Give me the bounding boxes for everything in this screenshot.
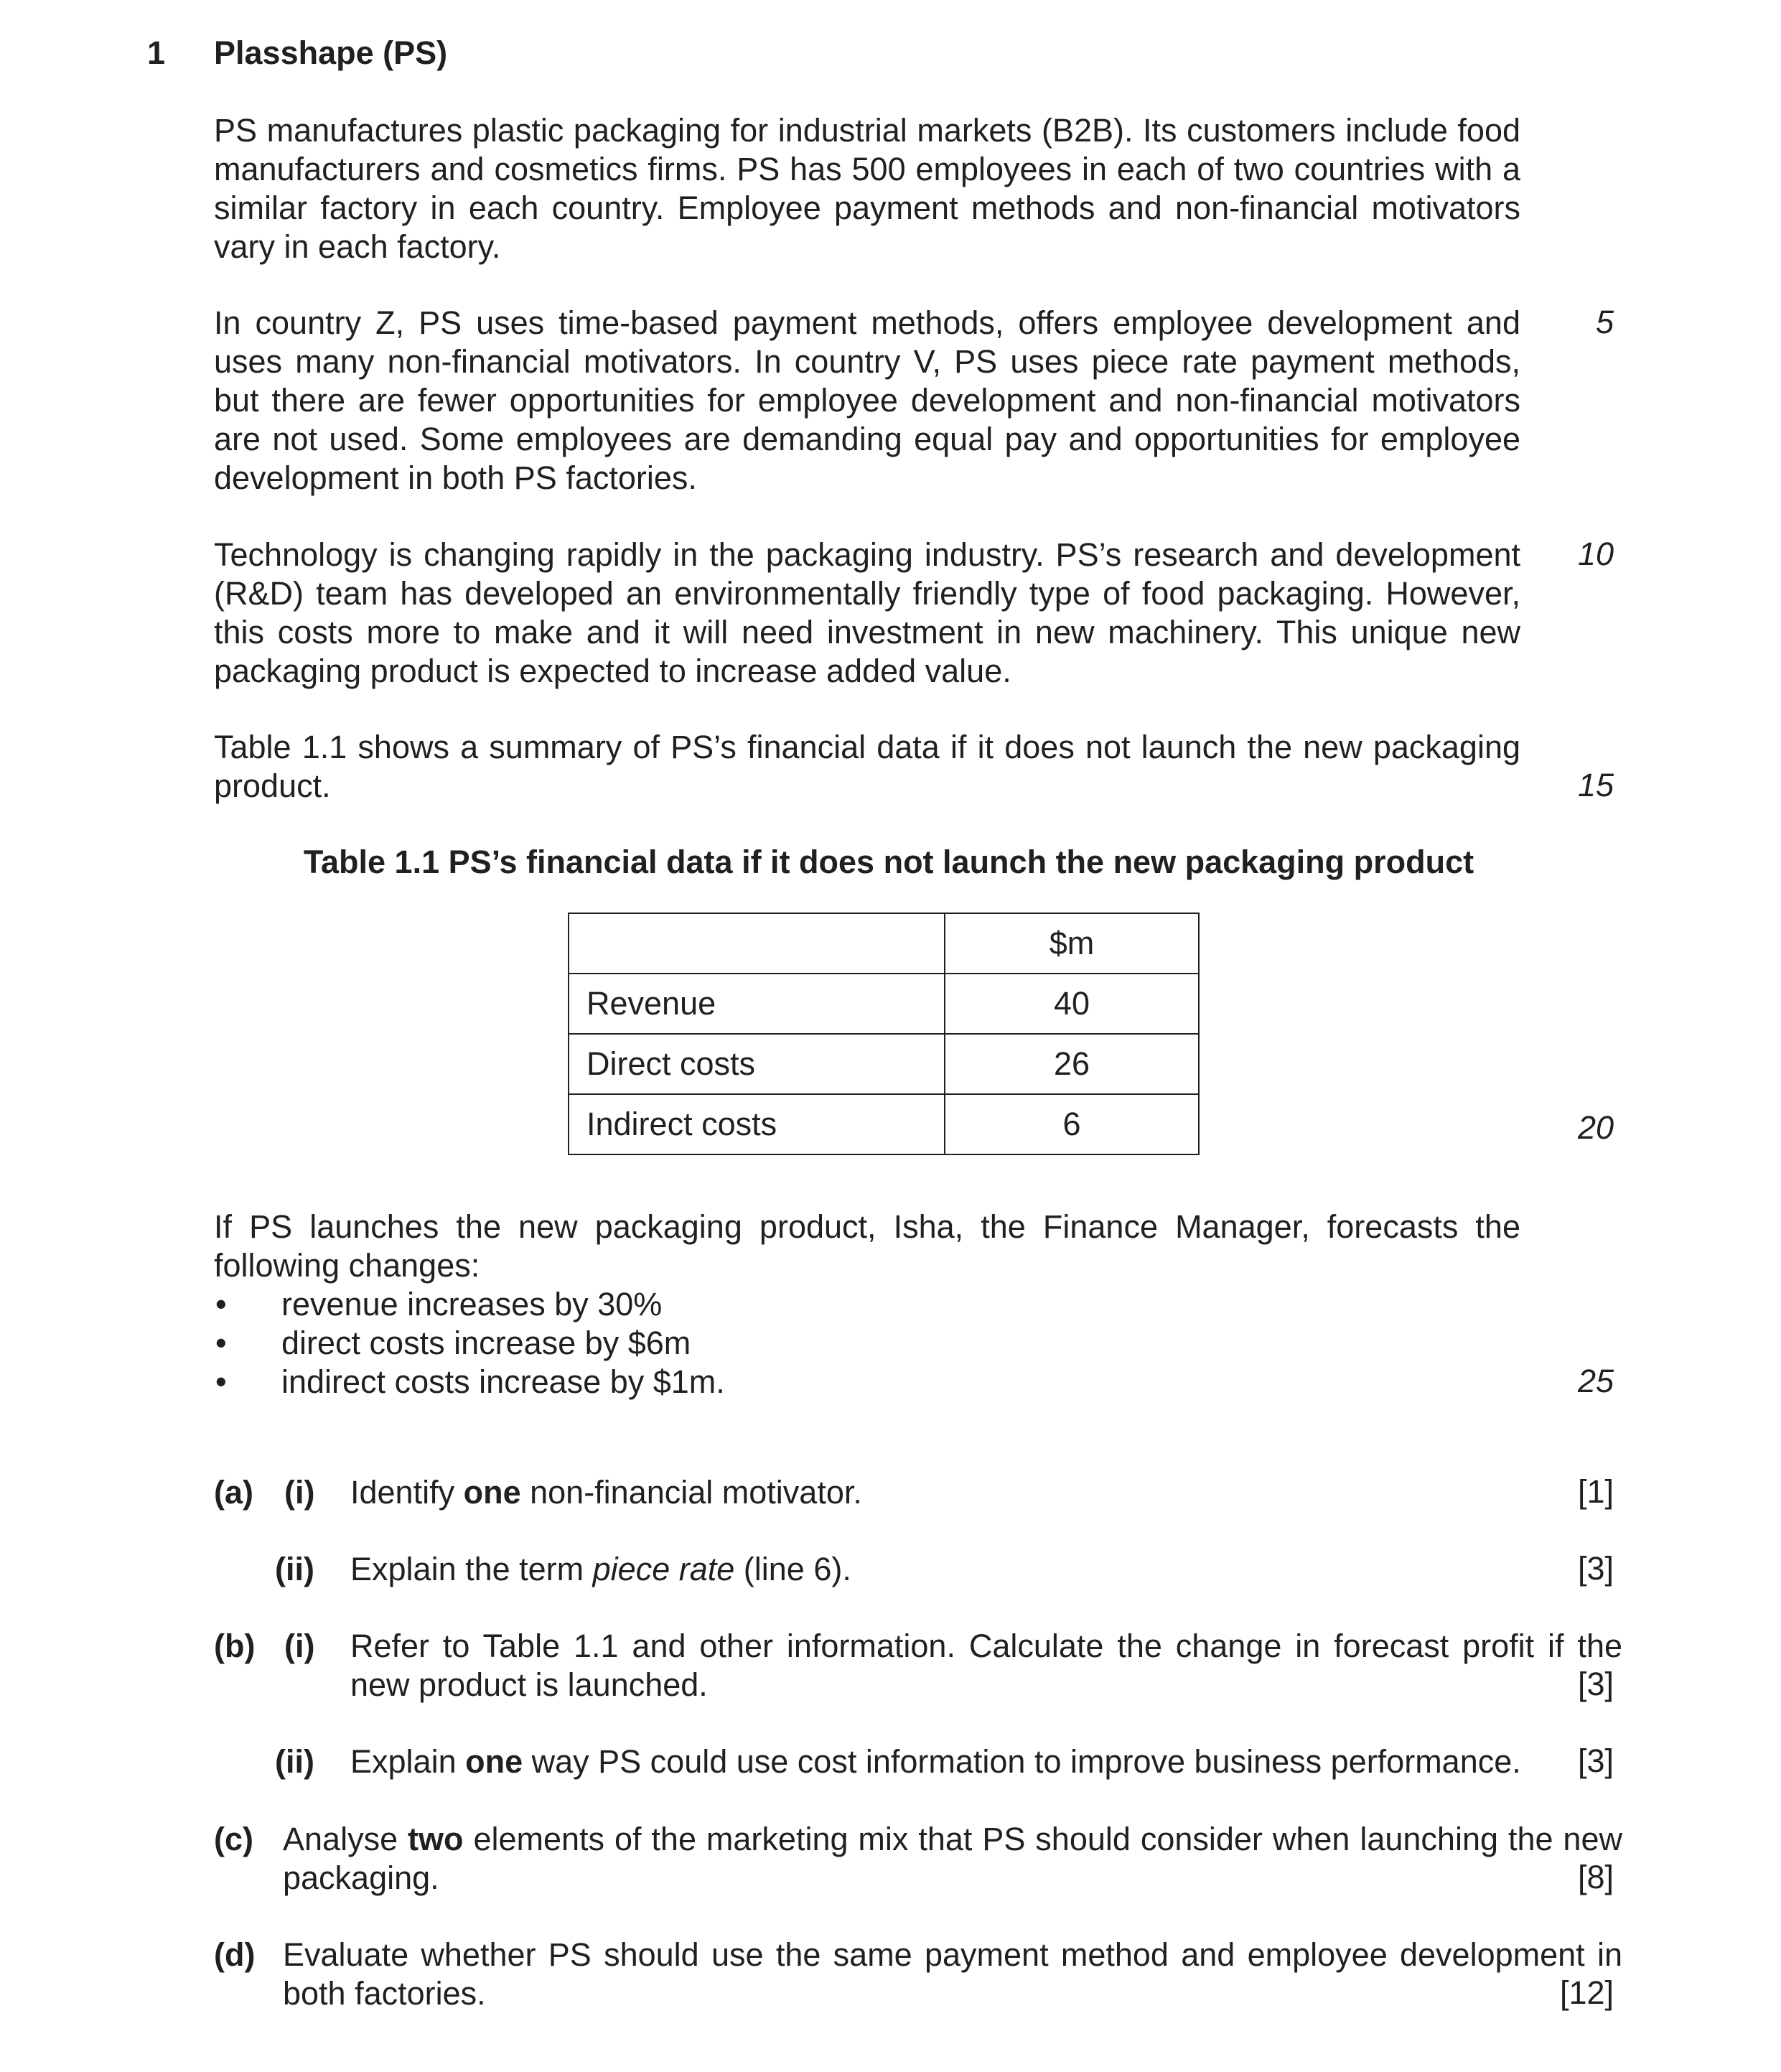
subquestion-a-i-text — [350, 1473, 862, 1512]
italic-term: piece rate — [592, 1551, 735, 1587]
paragraph-forecast: If PS launches the new packaging product, Isha, the Finance Manager, forecasts the following changes: — [214, 1208, 1520, 1284]
marks-d: [12] — [1559, 1974, 1614, 2011]
table-row-value: 40 — [945, 974, 1199, 1034]
financial-data-table — [568, 913, 1200, 1155]
paragraph-countries: In country Z, PS uses time-based payment methods, offers employee development and uses many non-financial motivators. In country V, PS uses piece rate payment methods, but there are fewer opportunities for employee development and non-financial motivators are not used. Some employees are demanding equal pay and opportunities for employee development in both PS factories. — [214, 304, 1520, 496]
subquestion-a-ii-text — [350, 1550, 851, 1589]
subquestion-d-text: Evaluate whether PS should use the same payment method and employee development in both factories. — [283, 1936, 1622, 2012]
marks-c: [8] — [1577, 1859, 1614, 1895]
text-segment: Explain — [350, 1743, 466, 1780]
subquestion-b-i-text: Refer to Table 1.1 and other information. Calculate the change in forecast profit if the new product is launched. — [350, 1628, 1622, 1703]
line-number-15: 15 — [1577, 767, 1614, 803]
table-header-empty-cell — [569, 913, 945, 974]
subquestion-c-label: (c) — [214, 1821, 253, 1857]
table-row-label: Revenue — [569, 974, 945, 1034]
subquestion-b-ii-label: (ii) — [275, 1743, 314, 1780]
text-segment: (line 6). — [734, 1551, 851, 1587]
bullet-icon: • — [215, 1363, 227, 1400]
subquestion-a-label: (a) — [214, 1474, 253, 1511]
subquestion-b-i-label: (i) — [284, 1628, 315, 1664]
table-row-label: Indirect costs — [569, 1094, 945, 1154]
text-segment: Identify — [350, 1474, 464, 1511]
line-number-10: 10 — [1577, 536, 1614, 572]
marks-a-i: [1] — [1577, 1473, 1614, 1510]
list-item — [214, 1285, 725, 1324]
text-segment: non-financial motivator. — [520, 1474, 862, 1511]
text-segment: way PS could use cost information to improve business performance. — [523, 1743, 1521, 1780]
table-header-row — [569, 913, 1199, 974]
table-row — [569, 974, 1199, 1034]
table-row-value: 6 — [945, 1094, 1199, 1154]
table-row-value: 26 — [945, 1034, 1199, 1094]
bullet-text: direct costs increase by $6m — [281, 1325, 691, 1361]
paragraph-technology: Technology is changing rapidly in the packaging industry. PS’s research and development (R&D) team has developed an environmentally friendly type of food packaging. However, this costs more to make and it will need investment in new machinery. This unique new packaging product is expected to increase added value. — [214, 536, 1520, 689]
bullet-icon: • — [215, 1286, 227, 1322]
marks-b-ii: [3] — [1577, 1742, 1614, 1779]
list-item — [214, 1363, 725, 1401]
table-row-label: Direct costs — [569, 1034, 945, 1094]
emphasis-text: two — [408, 1821, 464, 1857]
text-segment: elements of the marketing mix that PS should consider when launching the new packaging. — [283, 1821, 1622, 1896]
bullet-text: indirect costs increase by $1m. — [281, 1363, 725, 1400]
marks-a-ii: [3] — [1577, 1550, 1614, 1587]
subquestion-b-label: (b) — [214, 1628, 256, 1664]
emphasis-text: one — [463, 1474, 521, 1511]
text-segment: Analyse — [283, 1821, 408, 1857]
table-row — [569, 1094, 1199, 1154]
subquestion-d-label: (d) — [214, 1936, 256, 1973]
line-number-5: 5 — [1595, 304, 1614, 340]
line-number-20: 20 — [1577, 1109, 1614, 1146]
table-caption: Table 1.1 PS’s financial data if it does not launch the new packaging product — [303, 844, 1474, 880]
emphasis-text: one — [465, 1743, 523, 1780]
line-number-25: 25 — [1577, 1363, 1614, 1399]
text-segment: Explain the term — [350, 1551, 593, 1587]
marks-b-i: [3] — [1577, 1666, 1614, 1702]
table-header-unit: $m — [945, 913, 1199, 974]
paragraph-intro: PS manufactures plastic packaging for industrial markets (B2B). Its customers include food manufacturers and cosmetics firms. PS has 500 employees in each of two countries with a similar factory in each country. Employee payment methods and non-financial motivators vary in each factory. — [214, 112, 1520, 265]
subquestion-c-text — [283, 1820, 1622, 1898]
subquestion-a-i-label: (i) — [284, 1474, 315, 1511]
table-row — [569, 1034, 1199, 1094]
question-number: 1 — [147, 34, 166, 71]
question-title: Plasshape (PS) — [214, 34, 448, 71]
bullet-icon: • — [215, 1325, 227, 1361]
subquestion-b-ii-text — [350, 1742, 1521, 1781]
forecast-bullet-list — [214, 1285, 725, 1401]
subquestion-a-ii-label: (ii) — [275, 1551, 314, 1587]
paragraph-table-intro: Table 1.1 shows a summary of PS’s financial data if it does not launch the new packaging product. — [214, 729, 1520, 804]
bullet-text: revenue increases by 30% — [281, 1286, 663, 1322]
list-item — [214, 1324, 725, 1363]
